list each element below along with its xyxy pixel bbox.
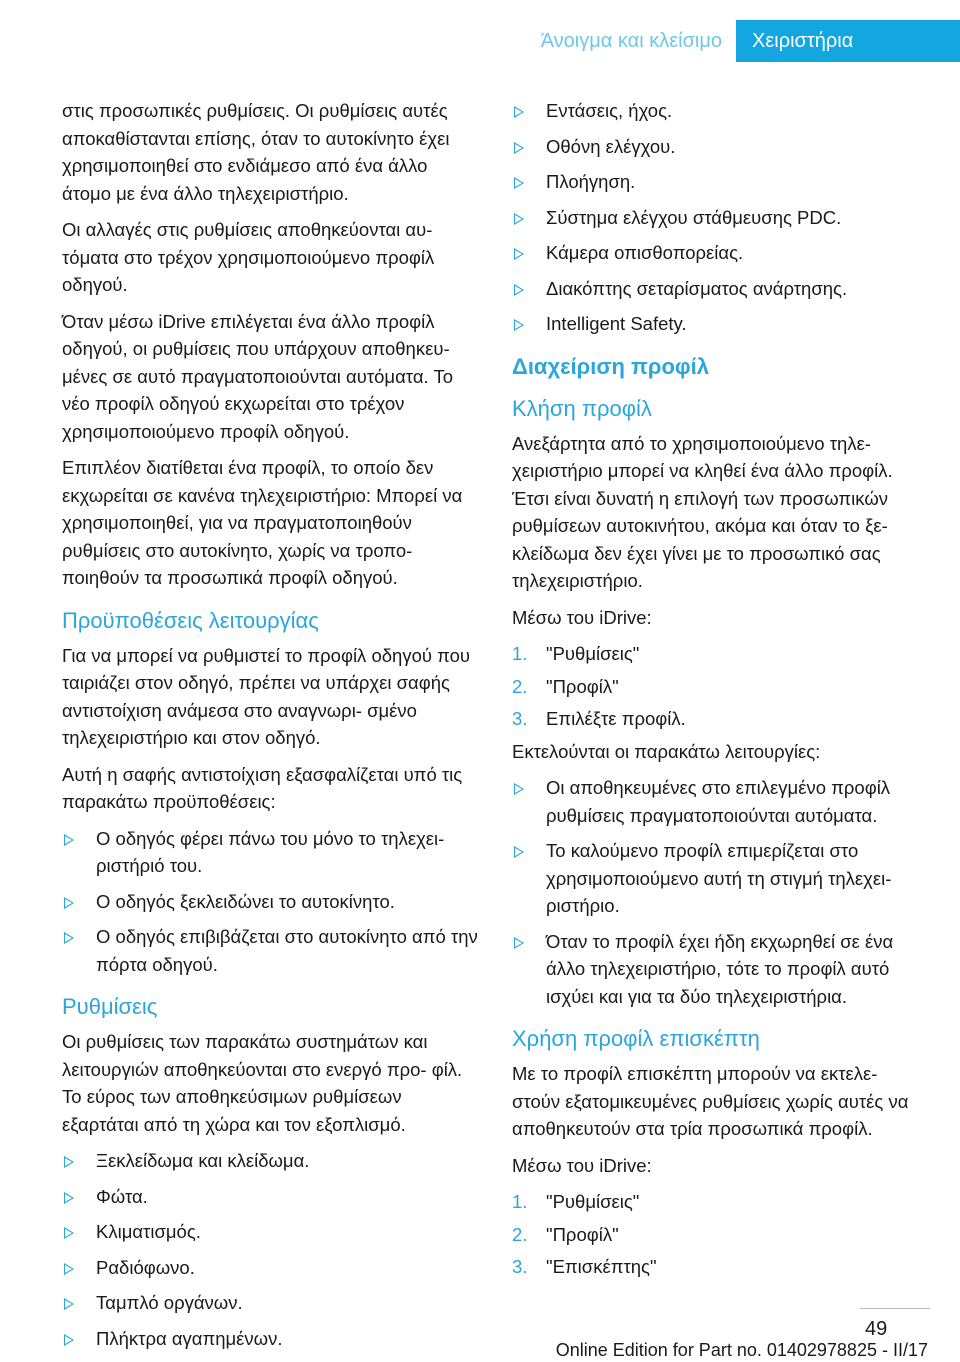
step-number: 2.	[512, 1223, 528, 1245]
step-text: "Ρυθμίσεις"	[546, 1191, 640, 1212]
triangle-bullet-icon	[514, 937, 524, 949]
step-number: 3.	[512, 1256, 528, 1277]
list-item	[512, 837, 930, 920]
heading-profile-management: Διαχείριση προφίλ	[512, 353, 709, 379]
triangle-bullet-icon	[64, 1298, 74, 1310]
step-text: "Ρυθμίσεις"	[546, 643, 640, 664]
step-item	[512, 640, 930, 668]
triangle-bullet-icon	[64, 897, 74, 909]
page-number: 49	[865, 1318, 888, 1340]
triangle-bullet-icon	[64, 1192, 74, 1204]
list-item-text: Ο οδηγός επιβιβάζεται στο αυτοκίνητο από την πόρτα οδηγού.	[96, 926, 478, 975]
paragraph: στις προσωπικές ρυθμίσεις. Οι ρυθμίσεις αυτές αποκαθίστανται επίσης, όταν το αυτοκίνητο έχει χρησιμοποιηθεί στο ενδιάμεσο από ένα άλλο άτομο με ένα άλλο τηλεχειριστήριο.	[62, 100, 450, 204]
step-text: "Προφίλ"	[546, 675, 619, 697]
list-item-text: Ξεκλείδωμα και κλείδωμα.	[96, 1150, 310, 1171]
heading-guest-profile: Χρήση προφίλ επισκέπτη	[512, 1026, 760, 1051]
paragraph: Αυτή η σαφής αντιστοίχιση εξασφαλίζεται υπό τις παρακάτω προϋποθέσεις:	[62, 763, 463, 812]
step-number: 1.	[512, 1191, 528, 1212]
chapter-tab: Χειριστήρια	[736, 20, 960, 62]
list-item	[512, 97, 930, 125]
triangle-bullet-icon	[64, 1263, 74, 1275]
triangle-bullet-icon	[64, 1156, 74, 1168]
paragraph: Οι ρυθμίσεις των παρακάτω συστημάτων και λειτουργιών αποθηκεύονται στο ενεργό προ‐ φίλ. Το εύρος των αποθηκεύσιμων ρυθμίσεων εξαρτάται από τη χώρα και τον εξοπλισμό.	[62, 1031, 463, 1135]
list-item	[512, 239, 930, 267]
triangle-bullet-icon	[514, 106, 524, 118]
heading-prerequisites: Προϋποθέσεις λειτουργίας	[62, 607, 319, 633]
footer-edition: Online Edition for Part no. 01402978825 - II/17	[555, 1340, 928, 1360]
list-item	[512, 133, 930, 161]
step-item	[512, 673, 930, 701]
page-header	[0, 20, 960, 62]
triangle-bullet-icon	[514, 284, 524, 296]
paragraph: Με το προφίλ επισκέπτη μπορούν να εκτελε‐ στούν εξατομικευμένες ρυθμίσεις χωρίς αυτές να αποθηκευτούν στα τρία προσωπικά προφίλ.	[512, 1063, 909, 1139]
paragraph: Μέσω του iDrive:	[512, 1154, 652, 1176]
triangle-bullet-icon	[514, 213, 524, 225]
list-item	[512, 310, 930, 338]
left-column	[62, 97, 478, 1360]
list-item	[512, 928, 930, 1011]
list-item-text: Πλήκτρα αγαπημένων.	[96, 1327, 283, 1349]
paragraph: Όταν μέσω iDrive επιλέγεται ένα άλλο προφίλ οδηγού, οι ρυθμίσεις που υπάρχουν αποθηκευ‐ μένες σε αυτό πραγματοποιούνται αυτόματα. Το νέο προφίλ οδηγού εκχωρείται στο τρέχον χρησιμοποιούμενο προφίλ οδηγού.	[62, 310, 454, 442]
triangle-bullet-icon	[514, 846, 524, 858]
step-text: "Προφίλ"	[546, 1223, 619, 1245]
triangle-bullet-icon	[514, 142, 524, 154]
triangle-bullet-icon	[514, 783, 524, 795]
list-item-text: Σύστημα ελέγχου στάθμευσης PDC.	[546, 206, 842, 228]
step-item	[512, 1188, 930, 1216]
list-item	[62, 825, 478, 880]
paragraph: Οι αλλαγές στις ρυθμίσεις αποθηκεύονται αυ‐ τόματα στο τρέχον χρησιμοποιούμενο προφίλ οδηγού.	[62, 219, 435, 295]
step-item	[512, 705, 930, 733]
heading-call-profile: Κλήση προφίλ	[512, 395, 652, 421]
section-title: Άνοιγμα και κλείσιμο	[540, 30, 722, 52]
list-item	[62, 1147, 478, 1175]
step-text: "Επισκέπτης"	[546, 1256, 657, 1277]
step-item	[512, 1221, 930, 1249]
list-item-text: Οθόνη ελέγχου.	[546, 135, 676, 157]
paragraph: Για να μπορεί να ρυθμιστεί το προφίλ οδηγού που ταιριάζει στον οδηγό, πρέπει να υπάρχει σαφής αντιστοίχιση ανάμεσα στο αναγνωρι‐ σμένο τηλεχειριστήριο και στον οδηγό.	[62, 644, 471, 748]
list-item	[512, 168, 930, 196]
list-item	[512, 204, 930, 232]
functions-list	[512, 774, 930, 1010]
list-item-text: Όταν το προφίλ έχει ήδη εκχωρηθεί σε ένα άλλο τηλεχειριστήριο, τότε το προφίλ αυτό ισχύει και για τα δύο τηλεχειριστήρια.	[546, 930, 894, 1007]
step-number: 1.	[512, 643, 528, 664]
triangle-bullet-icon	[514, 319, 524, 331]
list-item	[512, 774, 930, 829]
list-item-text: Φώτα.	[96, 1185, 148, 1207]
triangle-bullet-icon	[64, 932, 74, 944]
list-item-text: Ταμπλό οργάνων.	[96, 1292, 243, 1313]
triangle-bullet-icon	[514, 248, 524, 260]
list-item-text: Ο οδηγός φέρει πάνω του μόνο το τηλεχει‐ ριστήριό του.	[96, 827, 445, 876]
right-column	[512, 97, 930, 1286]
triangle-bullet-icon	[64, 1227, 74, 1239]
list-item-text: Intelligent Safety.	[546, 313, 687, 334]
settings-list-continued	[512, 97, 930, 338]
list-item-text: Κάμερα οπισθοπορείας.	[546, 242, 744, 263]
list-item	[62, 1289, 478, 1317]
triangle-bullet-icon	[64, 834, 74, 846]
paragraph: Επιπλέον διατίθεται ένα προφίλ, το οποίο δεν εκχωρείται σε κανένα τηλεχειριστήριο: Μπορεί να χρησιμοποιηθεί, για να πραγματοποιηθούν ρυθμίσεις στο αυτοκίνητο, χωρίς να τροπο‐ ποιηθούν τα προσωπικά προφίλ οδηγού.	[62, 457, 463, 588]
list-item	[62, 888, 478, 916]
step-number: 2.	[512, 675, 528, 697]
paragraph: Εκτελούνται οι παρακάτω λειτουργίες:	[512, 740, 821, 762]
prerequisites-list	[62, 825, 478, 979]
list-item-text: Διακόπτης σεταρίσματος ανάρτησης.	[546, 277, 848, 299]
steps-list	[512, 640, 930, 733]
list-item-text: Ραδιόφωνο.	[96, 1256, 195, 1278]
list-item-text: Ο οδηγός ξεκλειδώνει το αυτοκίνητο.	[96, 890, 395, 912]
list-item	[62, 1218, 478, 1246]
step-item	[512, 1253, 930, 1281]
list-item	[62, 1183, 478, 1211]
paragraph: Μέσω του iDrive:	[512, 606, 652, 628]
settings-list	[62, 1147, 478, 1352]
steps-list	[512, 1188, 930, 1281]
list-item	[62, 1254, 478, 1282]
list-item	[62, 923, 478, 978]
step-text: Επιλέξτε προφίλ.	[546, 708, 686, 729]
list-item-text: Οι αποθηκευμένες στο επιλεγμένο προφίλ ρυθμίσεις πραγματοποιούνται αυτόματα.	[546, 777, 891, 826]
list-item-text: Πλοήγηση.	[546, 171, 636, 192]
list-item	[512, 275, 930, 303]
list-item-text: Εντάσεις, ήχος.	[546, 100, 673, 121]
triangle-bullet-icon	[514, 177, 524, 189]
page-number-divider	[860, 1308, 930, 1309]
heading-settings: Ρυθμίσεις	[62, 994, 158, 1019]
list-item-text: Το καλούμενο προφίλ επιμερίζεται στο χρησιμοποιούμενο αυτή τη στιγμή τηλεχει‐ ριστήριο.	[546, 840, 892, 916]
paragraph: Ανεξάρτητα από το χρησιμοποιούμενο τηλε‐ χειριστήριο μπορεί να κληθεί ένα άλλο προφίλ. Έτσι είναι δυνατή η επιλογή των προσωπικών ρυθμίσεων αυτοκινήτου, ακόμα και όταν το ξε‐ κλείδωμα δεν έχει γίνει με το προσωπικό σας τηλεχειριστήριο.	[512, 432, 893, 591]
step-number: 3.	[512, 708, 528, 729]
list-item-text: Κλιματισμός.	[96, 1221, 201, 1242]
